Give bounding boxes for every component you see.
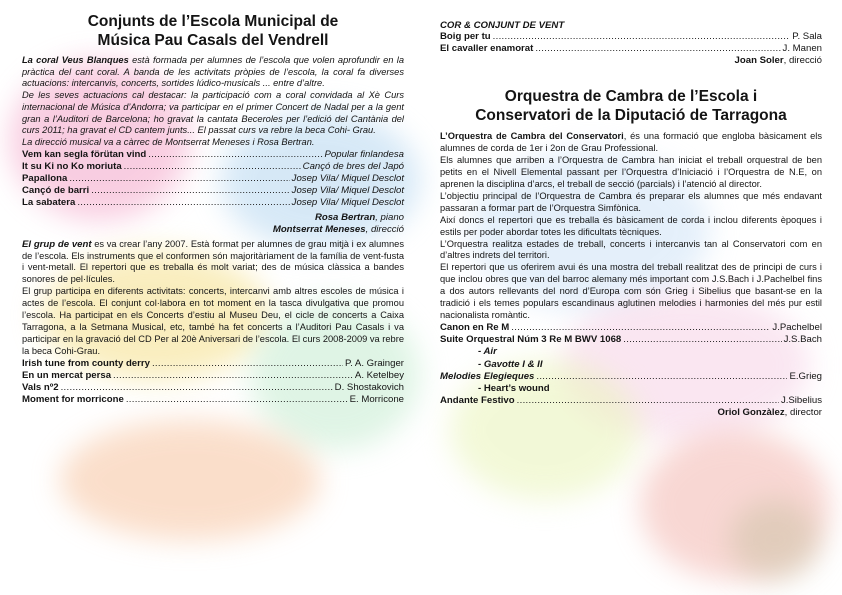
program-row [22, 185, 404, 197]
program-row [22, 382, 404, 394]
program-row [440, 334, 822, 346]
work-title: Moment for morricone [22, 394, 124, 406]
program-row [22, 161, 404, 173]
vent-paragraph-2: El grup participa en diferents activitats: concerts, intercanvi amb altres escoles de música i actes de l’escola. El conjunt col·labora en tot moment en la tasca divulgativa que promou l’escola. Ha participat en els Concerts d’estiu al Museu Deu, el cicle de concerts a Caixa Tarragona, a la Setmana Musical, etc, també ha fet concerts a l’Auditori Pau Casals i va participar en la gravació del CD Per al 20è Aniversari de l’escola. El curs 2008-2009 va rebre la beca Cohi-Grau. [22, 286, 404, 356]
movement: - Air [478, 346, 497, 358]
vent-text-1: es va crear l’any 2007. Està format per alumnes de grau mitjà i ex alumnes de l’escola. Els instruments que el conformen són majoritàriament de la família de vent-fusta i vent-metall. El repertori que es treballa és molt variat; des de música clàssica a bandes sonores de pel·lícules. [22, 238, 404, 285]
program-row [22, 197, 404, 209]
left-page [22, 0, 404, 595]
vent-name: El grup de vent [22, 238, 92, 250]
coral-program [22, 149, 404, 210]
orq-paragraph-5: L’Orquestra realitza estades de treball, concerts i intercanvis tan al Conservatori com en d’altres indrets del territori. [440, 238, 822, 261]
program-row [440, 31, 822, 43]
orq-program [440, 322, 822, 407]
work-title: Vals nº2 [22, 382, 59, 394]
coral-paragraph-3: La direcció musical va a càrrec de Montserrat Meneses i Rosa Bertran. [22, 136, 315, 147]
orq-name: L’Orquestra de Cambra del Conservatori [440, 131, 624, 142]
cor-credit [440, 55, 822, 67]
credit-role: , director [784, 407, 822, 419]
orq-paragraph-6: El repertori que us oferirem avui és una mostra del treball realitzat des de principi de curs i que inclou obres que van del barroc alemany més important com J.S.Bach i J.Pachelbel fins a dos autors rellevants del nord d’Europa com són Grieg i Sibelius que basant-se en la tradició i els temes populars escandinaus aglutinen melodies i harmonies del més pur estil nacionalista romàntic. [440, 262, 822, 320]
credit-piano [22, 212, 404, 224]
right-title-line1: Orquestra de Cambra de l’Escola i [504, 88, 758, 106]
composer: Josep Vila/ Miquel Desclot [291, 197, 404, 209]
composer: P. A. Grainger [344, 357, 404, 369]
composer: J.Sibelius [780, 395, 822, 407]
credit-name: Joan Soler [734, 55, 784, 67]
credit-name: Oriol Gonzàlez [717, 407, 785, 419]
coral-text-1: està formada per alumnes de l’escola que volen aprofundir en la pràctica del cant coral. A banda de les activitats pròpies de l’escola, la coral fa diverses actuacions: intercanvis, concerts, sortides lúdico-musicals ... entre d’altre. [22, 55, 404, 89]
vent-paragraph-1 [22, 239, 404, 287]
orq-paragraph-1 [440, 131, 822, 155]
right-title-line2: Conservatori de la Diputació de Tarragona [475, 107, 787, 125]
composer: Popular finlandesa [324, 148, 404, 160]
work-title: Papallona [22, 173, 68, 185]
coral-name: La coral Veus Blanques [22, 55, 129, 65]
program-row [22, 173, 404, 185]
credit-name: Rosa Bertran [314, 211, 376, 223]
work-title: Vem kan segla förütan vind [22, 148, 147, 160]
movement: - Gavotte I & II [478, 358, 543, 370]
work-title: El cavaller enamorat [440, 43, 534, 55]
program-row [440, 395, 822, 407]
composer: E.Grieg [789, 370, 822, 382]
credit-role: , direcció [365, 223, 404, 235]
composer: A. Ketelbey [354, 369, 404, 381]
work-title: Andante Festivo [440, 395, 515, 407]
program-row [22, 149, 404, 161]
program-row [22, 394, 404, 406]
coral-paragraph-2: De les seves actuacions cal destacar: la participació com a coral convidada al Xè Curs internacional de Música d’Andorra; va participar en el primer Concert de Nadal per a la gent gran a l’Auditori de Barcelona; ho gravat la cantata Beceroles per l’edició del Cantània del curs 2011; ha gravat el CD cantem junts... El passat curs va rebre la beca Cohi- Grau. [22, 90, 404, 136]
composer: D. Shostakovich [334, 382, 404, 394]
work-title: It su Ki no Ko moriuta [22, 160, 122, 172]
work-title: Canon en Re M [440, 321, 510, 333]
orq-paragraph-2: Els alumnes que arriben a l’Orquestra de Cambra han iniciat el treball orquestral de ben petits en el Nivell Elemental passant per l’Orquestra d’Iniciació i l’Orquestra de N.E, on aprenen la disciplina d’arcs, el treball de secció (parcials) i l’atenció al director. [440, 155, 822, 190]
credit-name: Montserrat Meneses [272, 223, 366, 235]
work-title: La sabatera [22, 197, 76, 209]
composer: Cançó de bres del Japó [302, 160, 404, 172]
work-title: Boig per tu [440, 31, 491, 42]
program-row [440, 371, 822, 383]
credit-role: , direcció [783, 55, 822, 67]
work-title: Suite Orquestral Núm 3 Re M BWV 1068 [440, 334, 622, 346]
program-row [440, 43, 822, 55]
program-row [22, 370, 404, 382]
composer: E. Morricone [349, 394, 404, 406]
final-credit [440, 407, 822, 419]
composer: J.S.Bach [783, 334, 822, 346]
orq-text-1: , és una formació que engloba bàsicament els alumnes de corda de 1er i 2on de Grau Professional. [440, 131, 823, 154]
credit-director [22, 224, 404, 236]
vent-program [22, 358, 404, 407]
program-row [440, 322, 822, 334]
work-title: Melodies Elegieques [440, 370, 535, 382]
work-title: En un mercat persa [22, 369, 112, 381]
left-title-line2: Música Pau Casals del Vendrell [97, 32, 329, 49]
composer: Josep Vila/ Miquel Desclot [291, 185, 404, 197]
composer: J.Pachelbel [772, 321, 822, 333]
right-page [440, 0, 822, 595]
work-title: Irish tune from county derry [22, 357, 150, 369]
work-title: Cançó de barri [22, 185, 90, 197]
composer: Josep Vila/ Miquel Desclot [291, 173, 404, 185]
movement: - Heart’s wound [478, 382, 550, 394]
orq-paragraph-3: L’objectiu principal de l’Orquestra de Cambra és preparar els alumnes que més endavant passaran a formar part de l’Orquestra Simfònica. [440, 190, 822, 213]
composer: P. Sala [792, 31, 822, 42]
cor-heading: COR & CONJUNT DE VENT [440, 20, 565, 31]
left-title-line1: Conjunts de l’Escola Municipal de [87, 13, 339, 30]
credit-role: , piano [375, 211, 404, 223]
orq-paragraph-4: Així doncs el repertori que es treballa és bàsicament de corda i inclou diferents èpoques i estils per poder abordar totes les dificultats tècniques. [440, 214, 822, 237]
coral-paragraph-1 [22, 55, 404, 90]
composer: J. Manen [782, 43, 822, 55]
program-row [22, 358, 404, 370]
